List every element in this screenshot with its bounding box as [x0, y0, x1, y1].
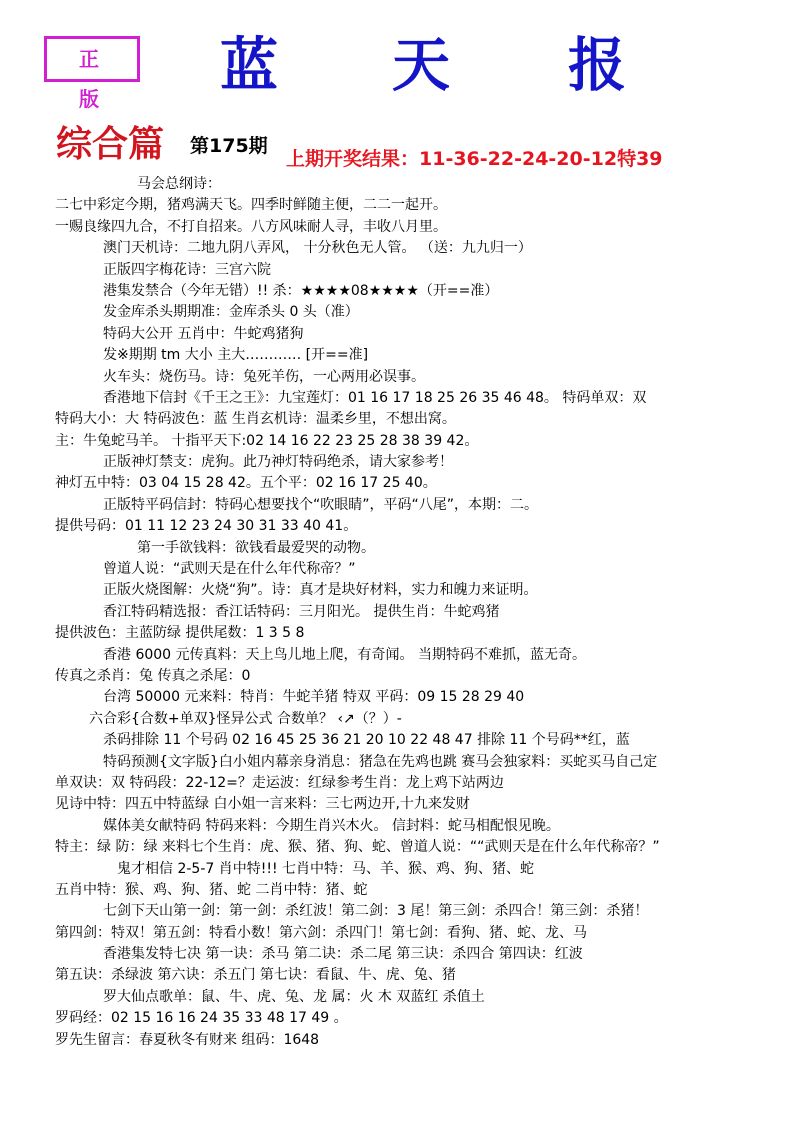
text-line: 鬼才相信 2-5-7 肖中特!!! 七肖中特：马、羊、猴、鸡、狗、猪、蛇 — [117, 860, 535, 877]
text-line: 七剑下天山第一剑：第一剑：杀红波！第二剑：3 尾！第三剑：杀四合！第三剑：杀猪！ — [103, 903, 649, 920]
text-line: 二七中彩定今期，猪鸡满天飞。四季时鲜随主便，二二一起开。 — [55, 197, 447, 214]
article-body — [55, 174, 791, 1051]
issue-number: 第175期 — [190, 135, 268, 157]
text-line: 香江特码精选报：香江话特码：三月阳光。 提供生肖：牛蛇鸡猪 — [103, 603, 500, 620]
text-line: 传真之杀肖：兔 传真之杀尾：0 — [55, 667, 251, 684]
text-line: 提供波色：主蓝防绿 提供尾数：1 3 5 8 — [55, 625, 305, 642]
last-result: 上期开奖结果：11-36-22-24-20-12特39 — [286, 148, 663, 170]
text-line: 香港地下信封《千王之王》：九宝莲灯：01 16 17 18 25 26 35 46 48。 特码单双：双 — [103, 389, 647, 406]
text-line: 特码预测{文字版}白小姐内幕亲身消息：猪急在先鸡也跳 赛马会独家料：买蛇买马自己定 — [103, 753, 658, 770]
text-line: 罗码经：02 15 16 16 24 35 33 48 17 49 。 — [55, 1010, 348, 1027]
text-line: 香港集发特七决 第一诀：杀马 第二诀：杀二尾 第三诀：杀四合 第四诀：红波 — [103, 946, 583, 963]
text-line: 单双诀：双 特码段：22-12=？走运波：红绿参考生肖：龙上鸡下站两边 — [55, 774, 504, 791]
text-line: 特码大小：大 特码波色：蓝 生肖玄机诗：温柔乡里，不想出窝。 — [55, 411, 456, 428]
text-line: 正版火烧图解：火烧“狗”。诗：真才是块好材料，实力和魄力来证明。 — [103, 582, 538, 599]
text-line: 正版特平码信封：特码心想要找个“吹眼睛”，平码“八尾”，本期：二。 — [103, 496, 539, 513]
text-line: 六合彩{合数+单双}怪异公式 合数单？ ‹↗（？）- — [89, 710, 402, 727]
text-line: 香港 6000 元传真料：天上鸟儿地上爬，有奇闻。 当期特码不难抓，蓝无奇。 — [103, 646, 586, 663]
text-line: 第一手欲钱料：欲钱看最爱哭的动物。 — [137, 539, 375, 556]
text-line: 杀码排除 11 个号码 02 16 45 25 36 21 20 10 22 48 47 排除 11 个号码**红，蓝 — [103, 732, 630, 749]
text-line: 媒体美女献特码 特码来料：今期生肖兴木火。 信封料：蛇马相配恨见晚。 — [103, 817, 560, 834]
text-line: 第四剑：特双！第五剑：特看小数！第六剑：杀四门！第七剑：看狗、猪、蛇、龙、马 — [55, 924, 587, 941]
text-line: 一赐良缘四九合，不打自招来。八方风味耐人寻，丰收八月里。 — [55, 218, 447, 235]
text-line: 火车头：烧伤马。诗：兔死羊伤，一心两用必误事。 — [103, 368, 425, 385]
text-line: 罗先生留言：春夏秋冬有财来 组码：1648 — [55, 1031, 320, 1048]
genuine-edition-stamp: 正 版 — [44, 36, 140, 82]
masthead-char-1: 蓝 — [220, 31, 279, 99]
text-line: 台湾 50000 元来料：特肖：牛蛇羊猪 特双 平码：09 15 28 29 40 — [103, 689, 525, 706]
section-title: 综合篇 — [56, 123, 165, 165]
text-line: 主：牛兔蛇马羊。 十指平天下:02 14 16 22 23 25 28 38 39 42。 — [55, 432, 479, 449]
text-line: 见诗中特：四五中特蓝绿 白小姐一言来料：三七两边开,十九来发财 — [55, 796, 470, 813]
text-line: 五肖中特：猴、鸡、狗、猪、蛇 二肖中特：猪、蛇 — [55, 881, 368, 898]
masthead-char-2: 天 — [392, 31, 451, 99]
text-line: 港集发禁合（今年无错）!! 杀：★★★★08★★★★（开==准） — [103, 282, 499, 299]
text-line: 澳门天机诗：二地九阴八弄风， 十分秋色无人管。 （送：九九归一） — [103, 240, 532, 257]
text-line: 发※期期 tm 大小 主大………… [开==准] — [103, 347, 369, 364]
text-line: 神灯五中特：03 04 15 28 42。五个平：02 16 17 25 40。 — [55, 475, 437, 492]
text-line: 曾道人说：“武则天是在什么年代称帝？” — [103, 561, 356, 578]
text-line: 第五诀：杀绿波 第六诀：杀五门 第七诀：看鼠、牛、虎、兔、猪 — [55, 967, 456, 984]
text-line: 正版四字梅花诗：三宫六院 — [103, 261, 271, 278]
text-line: 马会总纲诗： — [137, 176, 221, 192]
text-line: 正版神灯禁支：虎狗。此乃神灯特码绝杀，请大家参考！ — [103, 454, 453, 471]
text-line: 特码大公开 五肖中：牛蛇鸡猪狗 — [103, 325, 304, 342]
text-line: 特主：绿 防：绿 来料七个生肖：虎、猴、猪、狗、蛇、曾道人说：““武则天是在什么年代称帝？” — [55, 839, 660, 856]
text-line: 罗大仙点歌单：鼠、牛、虎、兔、龙 属：火 木 双蓝红 杀值土 — [103, 988, 485, 1005]
text-line: 发金库杀头期期准：金库杀头 0 头（准） — [103, 304, 359, 321]
text-line: 提供号码：01 11 12 23 24 30 31 33 40 41。 — [55, 518, 358, 535]
masthead-char-3: 报 — [568, 31, 627, 99]
